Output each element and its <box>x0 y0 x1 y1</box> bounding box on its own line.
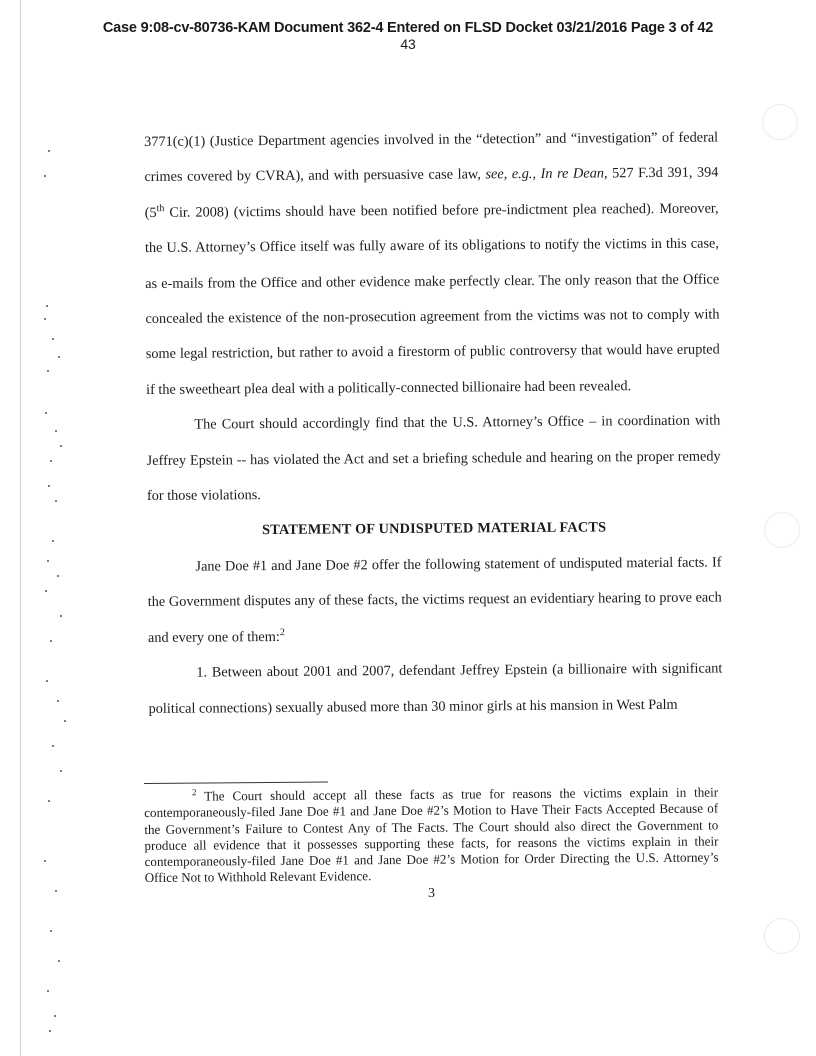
scan-speck <box>57 700 59 702</box>
scan-speck <box>50 460 52 462</box>
scan-speck <box>46 305 48 307</box>
scan-speck <box>58 960 60 962</box>
section-heading: STATEMENT OF UNDISPUTED MATERIAL FACTS <box>262 519 607 539</box>
court-filing-header <box>0 20 816 52</box>
punch-hole-mark <box>762 104 798 140</box>
scan-speck <box>64 720 66 722</box>
scan-speck <box>60 445 62 447</box>
scan-speck <box>60 770 62 772</box>
scan-speck <box>50 930 52 932</box>
scan-speck <box>44 860 46 862</box>
scan-speck <box>55 500 57 502</box>
fact-item-1: 1. Between about 2001 and 2007, defendant Jeffrey Epstein (a billionaire with significant political connections) sexually abused more than 30 minor girls at his mansion in West Palm <box>148 660 723 717</box>
case-header-line: Case 9:08-cv-80736-KAM Document 362-4 Entered on FLSD Docket 03/21/2016 Page 3 of 42 <box>102 20 714 36</box>
scan-speck <box>48 800 50 802</box>
scan-speck <box>52 540 54 542</box>
scan-speck <box>47 560 49 562</box>
scan-speck <box>45 590 47 592</box>
scan-speck <box>46 680 48 682</box>
scan-speck <box>52 745 54 747</box>
scan-speck <box>54 1015 56 1017</box>
scan-speck <box>52 338 54 340</box>
paragraph-segment: th <box>156 202 165 214</box>
scan-speck <box>47 370 49 372</box>
paragraph-continuation <box>144 120 720 408</box>
header-page-count: 43 <box>400 36 416 52</box>
footnote-divider <box>144 782 328 784</box>
paragraph-conclusion: The Court should accordingly find that the U.S. Attorney’s Office – in coordination with Jeffrey Epstein -- has violated the Act and set a briefing schedule and hearing on the proper remedy for those violations. <box>146 412 721 505</box>
scan-speck <box>48 485 50 487</box>
paragraph-segment: see, e.g., In re Dean <box>485 165 605 183</box>
punch-hole-mark <box>764 512 800 548</box>
scan-speck <box>44 175 46 177</box>
scan-speck <box>55 430 57 432</box>
page-number: 3 <box>428 886 435 901</box>
scan-speck <box>44 318 46 320</box>
footnote-reference: 2 <box>279 626 285 638</box>
paragraph-segment: Cir. 2008) (victims should have been notified before pre-indictment plea reached). Moreover, the U.S. Attorney’s Office itself was fully aware of its obligations to notify the victims in this case, as e-mails from the Office and other evidence make perfectly clear. The only reason that the Office concealed the existence of the non-prosecution agreement from the victims was not to comply with some legal restriction, but rather to avoid a firestorm of public controversy that would have erupted if the sweetheart plea deal with a politically-connected billionaire had been revealed. <box>144 200 720 398</box>
scan-speck <box>55 890 57 892</box>
paragraph-segment: , 527 F.3d 391, 394 (5 <box>144 164 719 221</box>
facts-intro-text: Jane Doe #1 and Jane Doe #2 offer the following statement of undisputed material facts. If the Government disputes any of these facts, the victims request an evidentiary hearing to prove each and every one of them: <box>147 554 722 646</box>
scan-speck <box>49 1030 51 1032</box>
scan-speck <box>48 150 50 152</box>
footnote-text: The Court should accept all these facts as true for reasons the victims explain in their contemporaneously-filed Jane Doe #1 and Jane Doe #2’s Motion to Have Their Facts Accepted Because of the Government’s Failure to Contest Any of The Facts. The Court should also direct the Government to produce all evidence that it possesses supporting these facts, for reasons the victims explain in their contemporaneously-filed Jane Doe #1 and Jane Doe #2’s Motion for Order Directing the U.S. Attorney’s Office Not to Withhold Relevant Evidence. <box>144 784 719 886</box>
paragraph-segment: 3771(c)(1) (Justice Department agencies involved in the “detection” and “investigation” of federal crimes covered by CVRA), and with persuasive case law, <box>144 129 719 186</box>
scan-speck <box>45 412 47 414</box>
scan-speck <box>58 356 60 358</box>
footnote-number: 2 <box>191 787 197 798</box>
body-text <box>144 120 723 726</box>
footnote <box>144 784 719 886</box>
scan-speck <box>50 640 52 642</box>
paragraph-facts-intro <box>147 545 722 656</box>
scan-speck <box>57 575 59 577</box>
scan-speck <box>47 990 49 992</box>
punch-hole-mark <box>764 918 800 954</box>
scan-left-edge <box>20 0 21 1056</box>
scan-speck <box>60 615 62 617</box>
